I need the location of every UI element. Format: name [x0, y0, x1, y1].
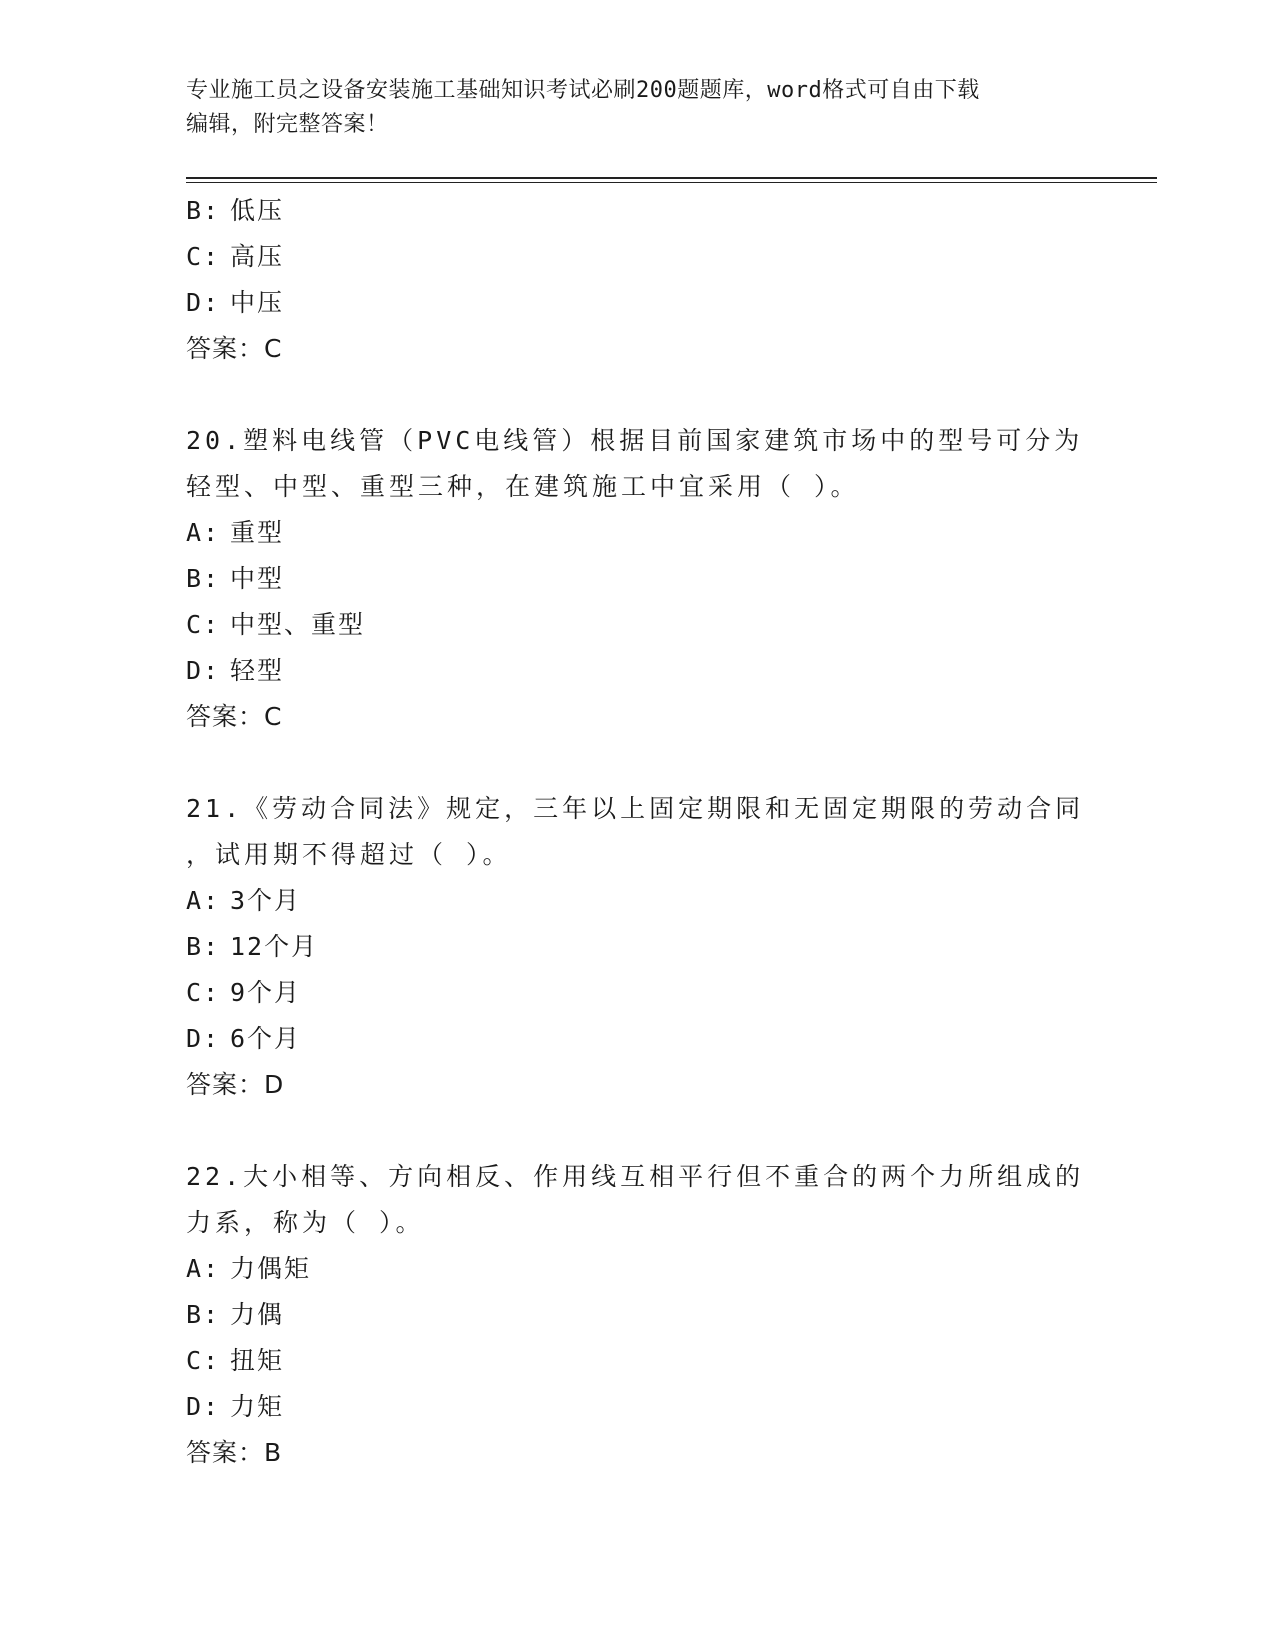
option-item	[186, 234, 1086, 280]
option-text: 6个月	[230, 1024, 302, 1053]
question-line: 力系，称为（ ）。	[186, 1208, 425, 1237]
option-letter: A:	[186, 518, 221, 547]
option-letter: B:	[186, 564, 221, 593]
option-text: 9个月	[230, 978, 302, 1007]
option-text: 3个月	[230, 886, 302, 915]
option-text: 轻型	[230, 656, 285, 685]
question-line: 21.《劳动合同法》规定，三年以上固定期限和无固定期限的劳动合同	[186, 794, 1085, 823]
option-item	[186, 510, 1086, 556]
answer-line: 答案：C	[186, 702, 283, 731]
question-block	[186, 786, 1086, 1108]
option-letter: B:	[186, 1300, 221, 1329]
option-text: 力偶矩	[230, 1254, 312, 1283]
answer-line: 答案：B	[186, 1438, 283, 1467]
option-item	[186, 1246, 1086, 1292]
option-text: 中压	[230, 288, 285, 317]
page-header	[186, 74, 1066, 142]
option-letter: B:	[186, 196, 221, 225]
option-item	[186, 1338, 1086, 1384]
option-letter: A:	[186, 1254, 221, 1283]
question-line: 22.大小相等、方向相反、作用线互相平行但不重合的两个力所组成的	[186, 1162, 1085, 1191]
option-text: 高压	[230, 242, 285, 271]
option-text: 力矩	[230, 1392, 285, 1421]
option-letter: D:	[186, 288, 221, 317]
option-text: 重型	[230, 518, 285, 547]
option-text: 扭矩	[230, 1346, 285, 1375]
option-item	[186, 970, 1086, 1016]
option-letter: A:	[186, 886, 221, 915]
option-text: 中型	[230, 564, 285, 593]
option-item	[186, 602, 1086, 648]
carryover-block	[186, 188, 1086, 372]
answer-line: 答案：C	[186, 334, 283, 363]
option-item	[186, 556, 1086, 602]
option-item	[186, 1016, 1086, 1062]
question-block	[186, 1154, 1086, 1476]
option-text: 中型、重型	[230, 610, 366, 639]
option-letter: C:	[186, 242, 221, 271]
option-item	[186, 924, 1086, 970]
question-line: 20.塑料电线管（PVC电线管）根据目前国家建筑市场中的型号可分为	[186, 426, 1084, 455]
question-line: 轻型、中型、重型三种，在建筑施工中宜采用（ ）。	[186, 472, 860, 501]
option-letter: D:	[186, 1392, 221, 1421]
option-item	[186, 1292, 1086, 1338]
option-item	[186, 1384, 1086, 1430]
header-line-1: 专业施工员之设备安装施工基础知识考试必刷200题题库，word格式可自由下载	[186, 78, 980, 103]
option-text: 12个月	[230, 932, 319, 961]
option-item	[186, 188, 1086, 234]
question-block	[186, 418, 1086, 740]
option-text: 力偶	[230, 1300, 285, 1329]
option-item	[186, 280, 1086, 326]
question-line: ，试用期不得超过（ ）。	[186, 840, 512, 869]
option-letter: C:	[186, 610, 221, 639]
document-body	[186, 188, 1086, 1476]
option-letter: D:	[186, 656, 221, 685]
option-letter: B:	[186, 932, 221, 961]
option-letter: C:	[186, 978, 221, 1007]
option-item	[186, 648, 1086, 694]
header-line-2: 编辑，附完整答案！	[186, 112, 389, 137]
answer-line: 答案：D	[186, 1070, 285, 1099]
option-item	[186, 878, 1086, 924]
option-letter: D:	[186, 1024, 221, 1053]
option-text: 低压	[230, 196, 285, 225]
option-letter: C:	[186, 1346, 221, 1375]
header-divider	[186, 177, 1157, 183]
